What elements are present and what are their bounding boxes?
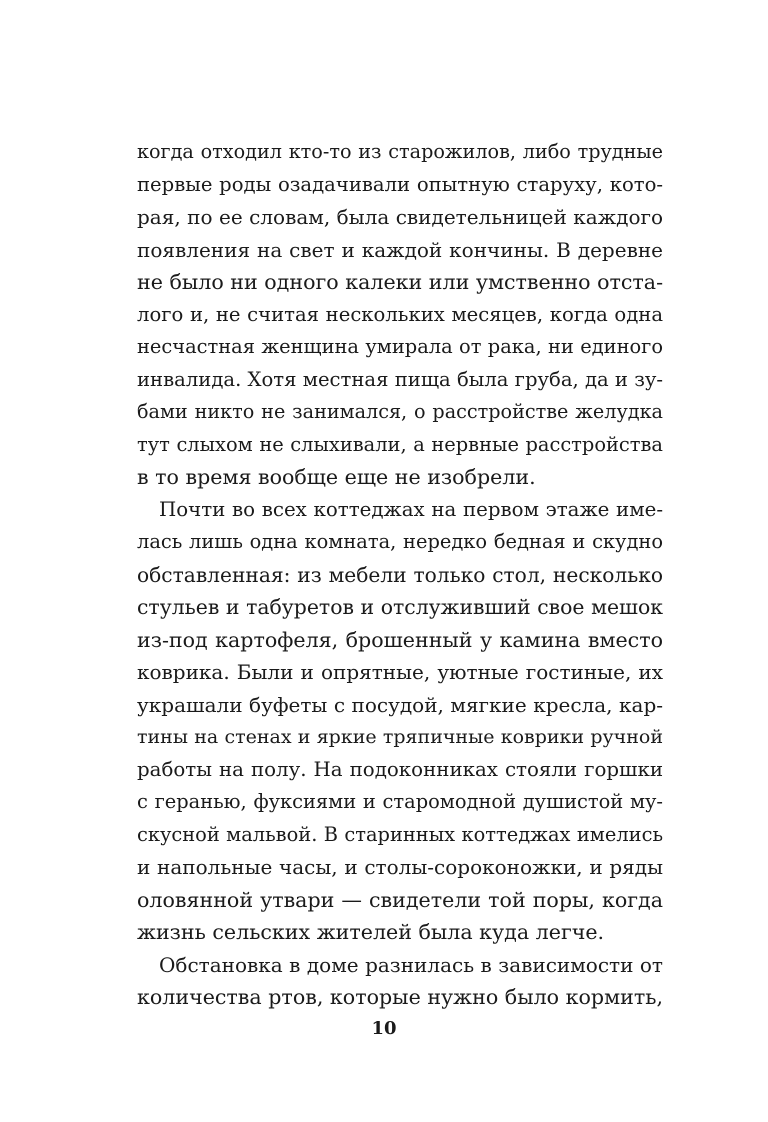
text-line: из-под картофеля, брошенный у камина вместо [137,627,663,652]
text-line: тут слыхом не слыхивали, а нервные расстройства [137,432,663,456]
text-line: обставленная: из мебели только стол, несколько [137,562,663,587]
text-line: первые роды озадачивали опытную старуху, кото- [137,172,663,196]
paragraph-2 [137,494,663,949]
text-line: появления на свет и каждой кончины. В деревне [137,237,663,262]
page-number: 10 [371,1018,397,1039]
text-line: инвалида. Хотя местная пища была груба, да и зу- [137,367,664,391]
text-line: с геранью, фуксиями и старомодной душистой му- [137,790,663,813]
text-line: когда отходил кто-то из старожилов, либо трудные [137,140,663,163]
paragraph-1 [137,136,663,494]
text-line: стульев и табуретов и отслуживший свое мешок [137,595,663,619]
text-line: рая, по ее словам, была свидетельницей каждого [137,205,663,229]
text-line: украшали буфеты с посудой, мягкие кресла, кар- [137,692,663,717]
text-line: несчастная женщина умирала от рака, ни единого [137,335,663,358]
text-line: Почти во всех коттеджах на первом этаже име- [159,497,663,521]
text-line: и напольные часы, и столы-сороконожки, и ряды [137,855,663,879]
text-line: жизнь сельских жителей была куда легче. [137,920,605,944]
text-line: работы на полу. На подоконниках стояли горшки [137,757,663,781]
text-line: оловянной утвари — свидетели той поры, когда [137,887,663,912]
text-line: лась лишь одна комната, нередко бедная и скудно [137,530,663,553]
text-line: скусной мальвой. В старинных коттеджах имелись [137,822,663,846]
text-line: в то время вообще еще не изобрели. [137,465,536,489]
text-line: количества ртов, которые нужно было кормить, [137,985,663,1009]
body-text [137,136,663,1014]
text-line: тины на стенах и яркие тряпичные коврики ручной [137,726,663,748]
paragraph-3 [137,949,663,1014]
text-line: лого и, не считая нескольких месяцев, когда одна [137,302,663,326]
text-line: Обстановка в доме разнилась в зависимости от [159,952,663,977]
text-line: коврика. Были и опрятные, уютные гостиные, их [137,660,663,684]
text-line: бами никто не занимался, о расстройстве желудка [137,400,663,423]
text-line: не было ни одного калеки или умственно отста- [137,270,664,294]
